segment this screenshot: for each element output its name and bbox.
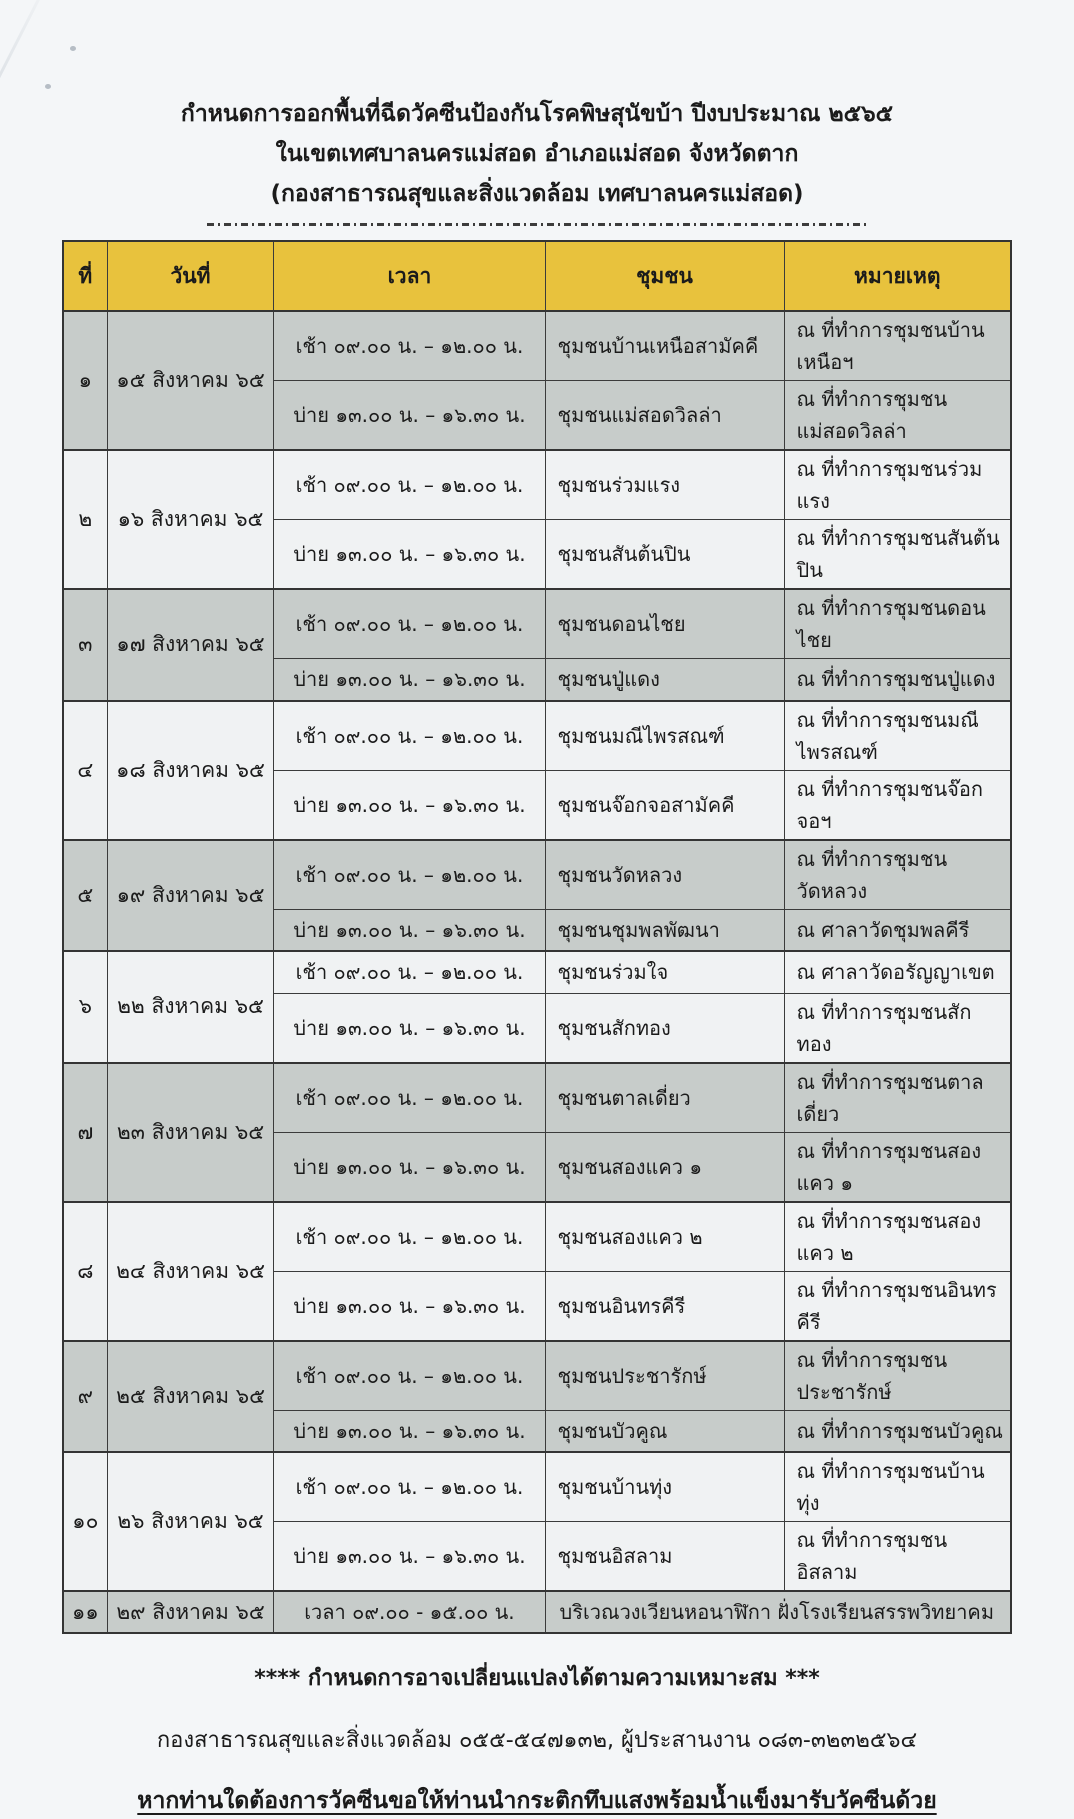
table-row xyxy=(63,450,1011,520)
session-time: เช้า ๐๙.๐๐ น. – ๑๒.๐๐ น. xyxy=(274,589,545,659)
row-date: ๑๘ สิงหาคม ๖๕ xyxy=(107,701,274,840)
vaccination-schedule-table xyxy=(62,240,1012,1634)
session-community: ชุมชนบัวคูณ xyxy=(545,1410,784,1452)
session-time: บ่าย ๑๓.๐๐ น. – ๑๖.๓๐ น. xyxy=(274,1522,545,1592)
session-time: บ่าย ๑๓.๐๐ น. – ๑๖.๓๐ น. xyxy=(274,909,545,951)
header-remark: หมายเหตุ xyxy=(784,241,1011,311)
session-community: ชุมชนบ้านเหนือสามัคคี xyxy=(545,311,784,381)
session-remark: ณ ที่ทำการชุมชนปู่แดง xyxy=(784,659,1011,701)
document-title-line2: ในเขตเทศบาลนครแม่สอด อำเภอแม่สอด จังหวัดตาก xyxy=(275,141,799,167)
session-remark: ณ ที่ทำการชุมชนอิสลาม xyxy=(784,1522,1011,1592)
row-date: ๑๖ สิงหาคม ๖๕ xyxy=(107,450,274,589)
session-remark: ณ ที่ทำการชุมชนมณีไพรสณฑ์ xyxy=(784,701,1011,771)
row-number: ๗ xyxy=(63,1063,107,1202)
session-time: บ่าย ๑๓.๐๐ น. – ๑๖.๓๐ น. xyxy=(274,520,545,590)
row-date: ๒๕ สิงหาคม ๖๕ xyxy=(107,1341,274,1453)
session-time: บ่าย ๑๓.๐๐ น. – ๑๖.๓๐ น. xyxy=(274,659,545,701)
session-remark: ณ ที่ทำการชุมชนประชารักษ์ xyxy=(784,1341,1011,1411)
row-number: ๓ xyxy=(63,589,107,701)
session-time: บ่าย ๑๓.๐๐ น. – ๑๖.๓๐ น. xyxy=(274,1132,545,1202)
session-community: ชุมชนปู่แดง xyxy=(545,659,784,701)
session-time: บ่าย ๑๓.๐๐ น. – ๑๖.๓๐ น. xyxy=(274,770,545,840)
session-remark: ณ ที่ทำการชุมชนจ๊อกจอฯ xyxy=(784,770,1011,840)
session-remark: ณ ศาลาวัดอรัญญาเขต xyxy=(784,951,1011,993)
staple-hole-artifact xyxy=(70,46,76,51)
table-row xyxy=(63,1341,1011,1411)
session-time: เช้า ๐๙.๐๐ น. – ๑๒.๐๐ น. xyxy=(274,701,545,771)
session-remark: ณ ที่ทำการชุมชนสองแคว ๑ xyxy=(784,1132,1011,1202)
row-date: ๑๕ สิงหาคม ๖๕ xyxy=(107,311,274,450)
header-time: เวลา xyxy=(274,241,545,311)
session-remark: ณ ที่ทำการชุมชนแม่สอดวิลล่า xyxy=(784,381,1011,451)
session-community: ชุมชนสันต้นปิน xyxy=(545,520,784,590)
row-number: ๕ xyxy=(63,840,107,952)
session-community: ชุมชนแม่สอดวิลล่า xyxy=(545,381,784,451)
session-community: ชุมชนร่วมใจ xyxy=(545,951,784,993)
row-date: ๒๔ สิงหาคม ๖๕ xyxy=(107,1202,274,1341)
row-number: ๔ xyxy=(63,701,107,840)
table-row xyxy=(63,1452,1011,1522)
session-time: บ่าย ๑๓.๐๐ น. – ๑๖.๓๐ น. xyxy=(274,1271,545,1341)
session-community: ชุมชนสองแคว ๒ xyxy=(545,1202,784,1272)
session-community: ชุมชนบ้านทุ่ง xyxy=(545,1452,784,1522)
cooler-box-warning: หากท่านใดต้องการวัคซีนขอให้ท่านนำกระติกทึบแสงพร้อมน้ำแข็งมารับวัคซีนด้วย xyxy=(137,1788,937,1814)
table-row xyxy=(63,840,1011,910)
session-remark: ณ ที่ทำการชุมชนสักทอง xyxy=(784,993,1011,1063)
dashed-divider xyxy=(207,223,867,226)
session-community: ชุมชนประชารักษ์ xyxy=(545,1341,784,1411)
row-date: ๒๙ สิงหาคม ๖๕ xyxy=(107,1591,274,1633)
row-date: ๑๙ สิงหาคม ๖๕ xyxy=(107,840,274,952)
session-community: ชุมชนสักทอง xyxy=(545,993,784,1063)
session-time: เช้า ๐๙.๐๐ น. – ๑๒.๐๐ น. xyxy=(274,1063,545,1133)
row-number: ๑ xyxy=(63,311,107,450)
row-date: ๒๖ สิงหาคม ๖๕ xyxy=(107,1452,274,1591)
document-footer xyxy=(0,1660,1074,1819)
row-number: ๘ xyxy=(63,1202,107,1341)
session-remark: ณ ที่ทำการชุมชนบ้านเหนือฯ xyxy=(784,311,1011,381)
session-time: เช้า ๐๙.๐๐ น. – ๑๒.๐๐ น. xyxy=(274,1341,545,1411)
contact-phone-line: กองสาธารณสุขและสิ่งแวดล้อม ๐๕๕-๕๔๗๑๓๒, ผู้ประสานงาน ๐๘๓-๓๒๓๒๕๖๔ xyxy=(156,1728,918,1753)
session-time: เวลา ๐๙.๐๐ - ๑๕.๐๐ น. xyxy=(274,1591,545,1633)
session-community: ชุมชนตาลเดี่ยว xyxy=(545,1063,784,1133)
row-number: ๒ xyxy=(63,450,107,589)
header-community: ชุมชน xyxy=(545,241,784,311)
schedule-change-note: **** กำหนดการอาจเปลี่ยนแปลงได้ตามความเหมาะสม *** xyxy=(254,1666,820,1691)
table-row xyxy=(63,1591,1011,1633)
row-number: ๑๑ xyxy=(63,1591,107,1633)
session-community: ชุมชนจ๊อกจอสามัคคี xyxy=(545,770,784,840)
document-title-line1: กำหนดการออกพื้นที่ฉีดวัคซีนป้องกันโรคพิษสุนัขบ้า ปีงบประมาณ ๒๕๖๕ xyxy=(180,101,894,127)
document-title-block xyxy=(0,0,1074,214)
session-community: ชุมชนชุมพลพัฒนา xyxy=(545,909,784,951)
table-row xyxy=(63,951,1011,993)
table-row xyxy=(63,701,1011,771)
table-row xyxy=(63,1063,1011,1133)
session-remark: ณ ศาลาวัดชุมพลคีรี xyxy=(784,909,1011,951)
session-community: ชุมชนสองแคว ๑ xyxy=(545,1132,784,1202)
table-row xyxy=(63,589,1011,659)
session-time: บ่าย ๑๓.๐๐ น. – ๑๖.๓๐ น. xyxy=(274,1410,545,1452)
session-time: เช้า ๐๙.๐๐ น. – ๑๒.๐๐ น. xyxy=(274,840,545,910)
row-date: ๒๓ สิงหาคม ๖๕ xyxy=(107,1063,274,1202)
session-time: เช้า ๐๙.๐๐ น. – ๑๒.๐๐ น. xyxy=(274,1202,545,1272)
session-remark: ณ ที่ทำการชุมชนดอนไชย xyxy=(784,589,1011,659)
session-community: ชุมชนอินทรคีรี xyxy=(545,1271,784,1341)
row-number: ๖ xyxy=(63,951,107,1063)
session-time: บ่าย ๑๓.๐๐ น. – ๑๖.๓๐ น. xyxy=(274,993,545,1063)
session-community: ชุมชนมณีไพรสณฑ์ xyxy=(545,701,784,771)
table-header-row xyxy=(63,241,1011,311)
header-no: ที่ xyxy=(63,241,107,311)
session-remark: ณ ที่ทำการชุมชนอินทรคีรี xyxy=(784,1271,1011,1341)
session-community: ชุมชนวัดหลวง xyxy=(545,840,784,910)
session-community: ชุมชนอิสลาม xyxy=(545,1522,784,1592)
header-date: วันที่ xyxy=(107,241,274,311)
session-time: เช้า ๐๙.๐๐ น. – ๑๒.๐๐ น. xyxy=(274,311,545,381)
row-date: ๑๗ สิงหาคม ๖๕ xyxy=(107,589,274,701)
session-remark: ณ ที่ทำการชุมชนบัวคูณ xyxy=(784,1410,1011,1452)
row-number: ๑๐ xyxy=(63,1452,107,1591)
table-row xyxy=(63,311,1011,381)
row-number: ๙ xyxy=(63,1341,107,1453)
session-community: ชุมชนดอนไชย xyxy=(545,589,784,659)
document-title-line3: (กองสาธารณสุขและสิ่งแวดล้อม เทศบาลนครแม่สอด) xyxy=(270,181,804,207)
session-remark: ณ ที่ทำการชุมชนร่วมแรง xyxy=(784,450,1011,520)
session-remark: ณ ที่ทำการชุมชนสองแคว ๒ xyxy=(784,1202,1011,1272)
session-community: ชุมชนร่วมแรง xyxy=(545,450,784,520)
table-row xyxy=(63,1202,1011,1272)
session-time: เช้า ๐๙.๐๐ น. – ๑๒.๐๐ น. xyxy=(274,450,545,520)
session-time: เช้า ๐๙.๐๐ น. – ๑๒.๐๐ น. xyxy=(274,951,545,993)
row-date: ๒๒ สิงหาคม ๖๕ xyxy=(107,951,274,1063)
session-remark: ณ ที่ทำการชุมชนบ้านทุ่ง xyxy=(784,1452,1011,1522)
session-remark: ณ ที่ทำการชุมชนตาลเดี่ยว xyxy=(784,1063,1011,1133)
session-location: บริเวณวงเวียนหอนาฬิกา ฝั่งโรงเรียนสรรพวิทยาคม xyxy=(545,1591,1011,1633)
session-remark: ณ ที่ทำการชุมชนวัดหลวง xyxy=(784,840,1011,910)
session-time: บ่าย ๑๓.๐๐ น. – ๑๖.๓๐ น. xyxy=(274,381,545,451)
staple-hole-artifact xyxy=(45,84,51,89)
session-remark: ณ ที่ทำการชุมชนสันต้นปิน xyxy=(784,520,1011,590)
session-time: เช้า ๐๙.๐๐ น. – ๑๒.๐๐ น. xyxy=(274,1452,545,1522)
